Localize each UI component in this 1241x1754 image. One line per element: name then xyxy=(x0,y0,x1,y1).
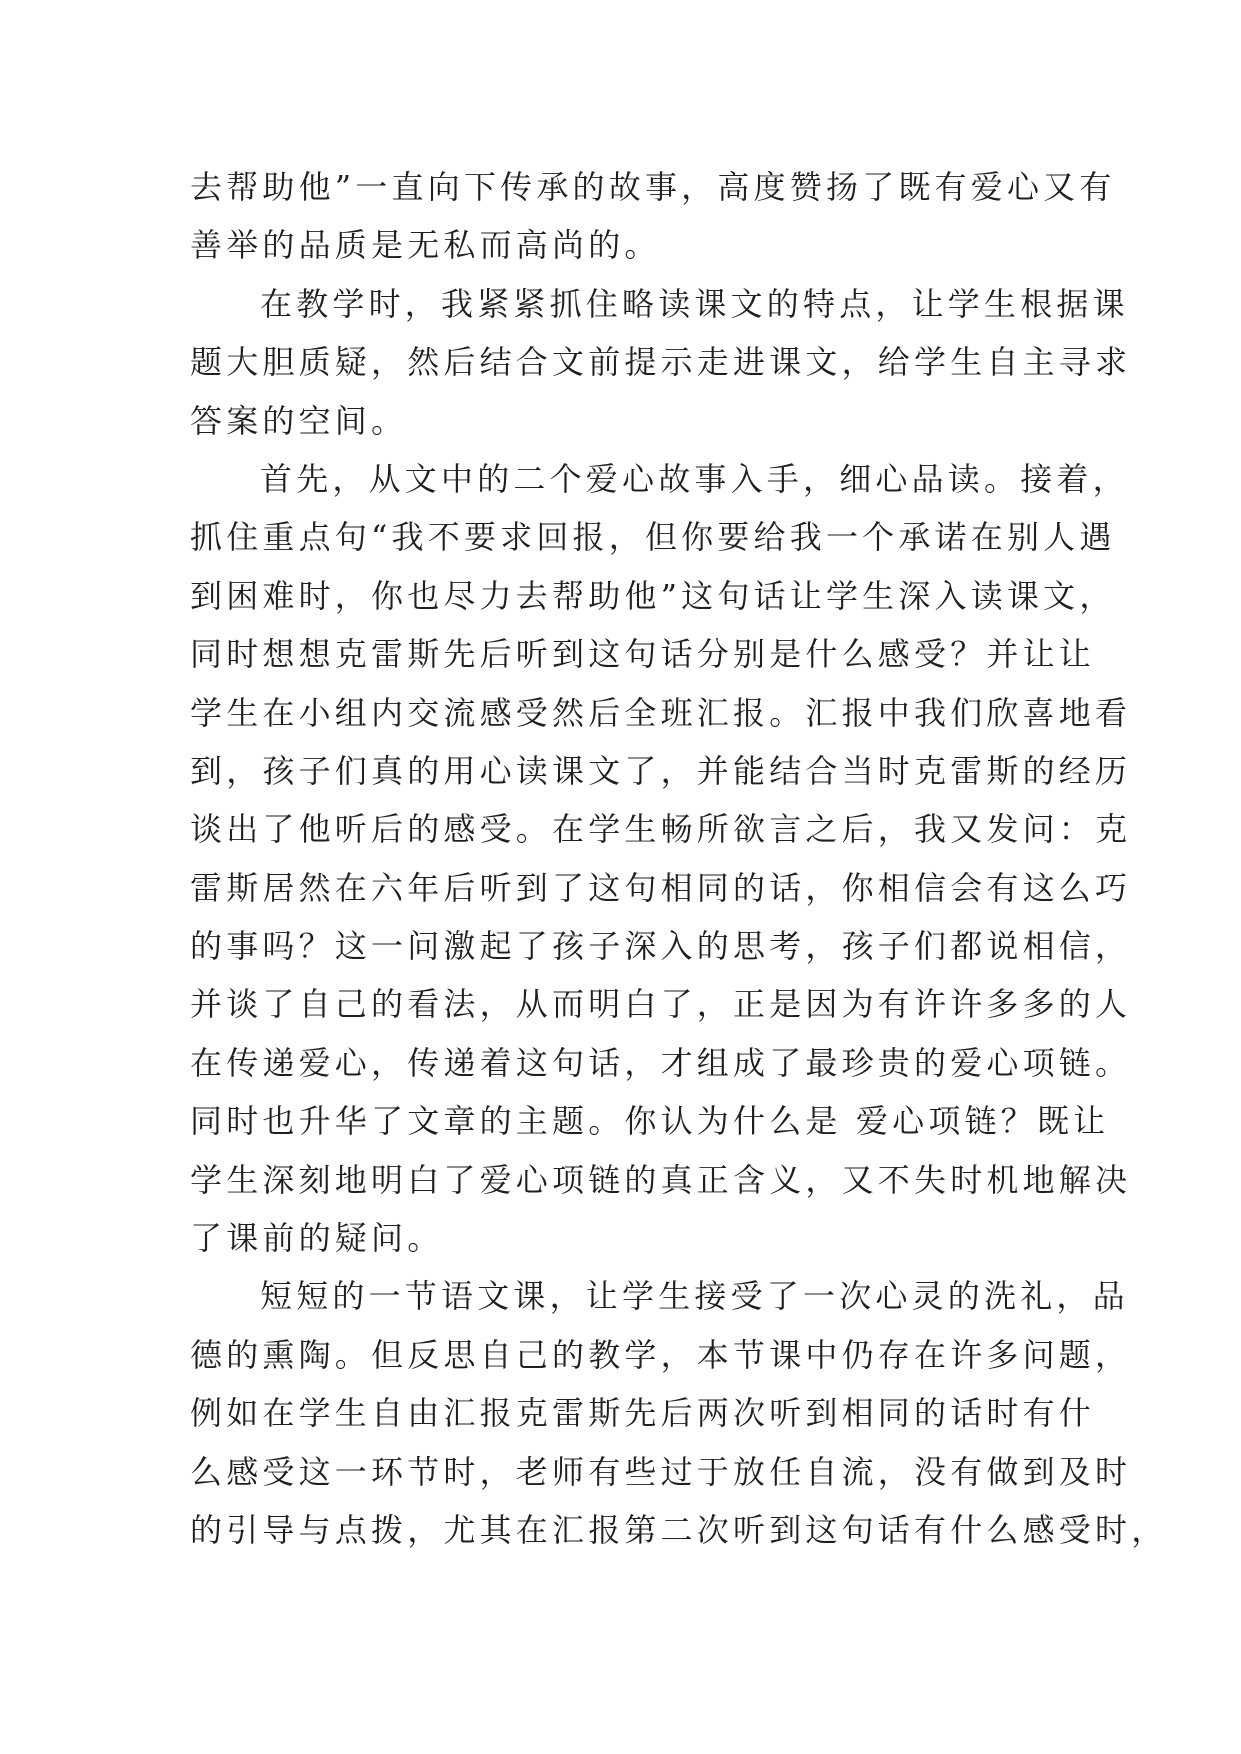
text-line: 善举的品质是无私而高尚的。 xyxy=(190,226,661,265)
text-line: 题大胆质疑，然后结合文前提示走进课文，给学生自主寻求 xyxy=(190,343,1132,382)
text-line: 么感受这一环节时，老师有些过于放任自流，没有做到及时 xyxy=(190,1452,1132,1491)
text-line: 去帮助他”一直向下传承的故事，高度赞扬了既有爱心又有 xyxy=(190,168,1116,206)
text-line: 学生在小组内交流感受然后全班汇报。汇报中我们欣喜地看 xyxy=(190,693,1132,732)
text-line: 在传递爱心，传递着这句话，才组成了最珍贵的爱心项链。 xyxy=(190,1043,1132,1082)
text-line: 同时想想克雷斯先后听到这句话分别是什么感受？并让让 xyxy=(190,635,1096,674)
text-line: 学生深刻地明白了爱心项链的真正含义，又不失时机地解决 xyxy=(190,1160,1132,1199)
text-line: 谈出了他听后的感受。在学生畅所欲言之后，我又发问：克 xyxy=(190,810,1132,849)
text-line: 到，孩子们真的用心读课文了，并能结合当时克雷斯的经历 xyxy=(190,751,1132,790)
text-line: 例如在学生自由汇报克雷斯先后两次听到相同的话时有什 xyxy=(190,1394,1096,1433)
text-line: 了课前的疑问。 xyxy=(190,1219,444,1258)
text-line: 雷斯居然在六年后听到了这句相同的话，你相信会有这么巧 xyxy=(190,868,1132,907)
text-line: 短短的一节语文课，让学生接受了一次心灵的洗礼，品 xyxy=(260,1277,1129,1316)
text-line: 的引导与点拨，尤其在汇报第二次听到这句话有什么感受时， xyxy=(190,1510,1168,1549)
text-line: 答案的空间。 xyxy=(190,401,408,440)
body-text xyxy=(190,158,1168,1559)
text-line: 到困难时，你也尽力去帮助他”这句话让学生深入读课文， xyxy=(190,576,1116,615)
text-line: 首先，从文中的二个爱心故事入手，细心品读。接着， xyxy=(260,459,1129,498)
text-line: 并谈了自己的看法，从而明白了，正是因为有许许多多的人 xyxy=(190,985,1132,1024)
text-line: 在教学时，我紧紧抓住略读课文的特点，让学生根据课 xyxy=(260,284,1129,323)
text-line: 同时也升华了文章的主题。你认为什么是 爱心项链？既让 xyxy=(190,1102,1110,1141)
text-line: 德的熏陶。但反思自己的教学，本节课中仍存在许多问题， xyxy=(190,1335,1132,1374)
text-line: 抓住重点句“我不要求回报，但你要给我一个承诺在别人遇 xyxy=(190,518,1116,557)
text-line: 的事吗？这一问激起了孩子深入的思考，孩子们都说相信， xyxy=(190,927,1132,966)
